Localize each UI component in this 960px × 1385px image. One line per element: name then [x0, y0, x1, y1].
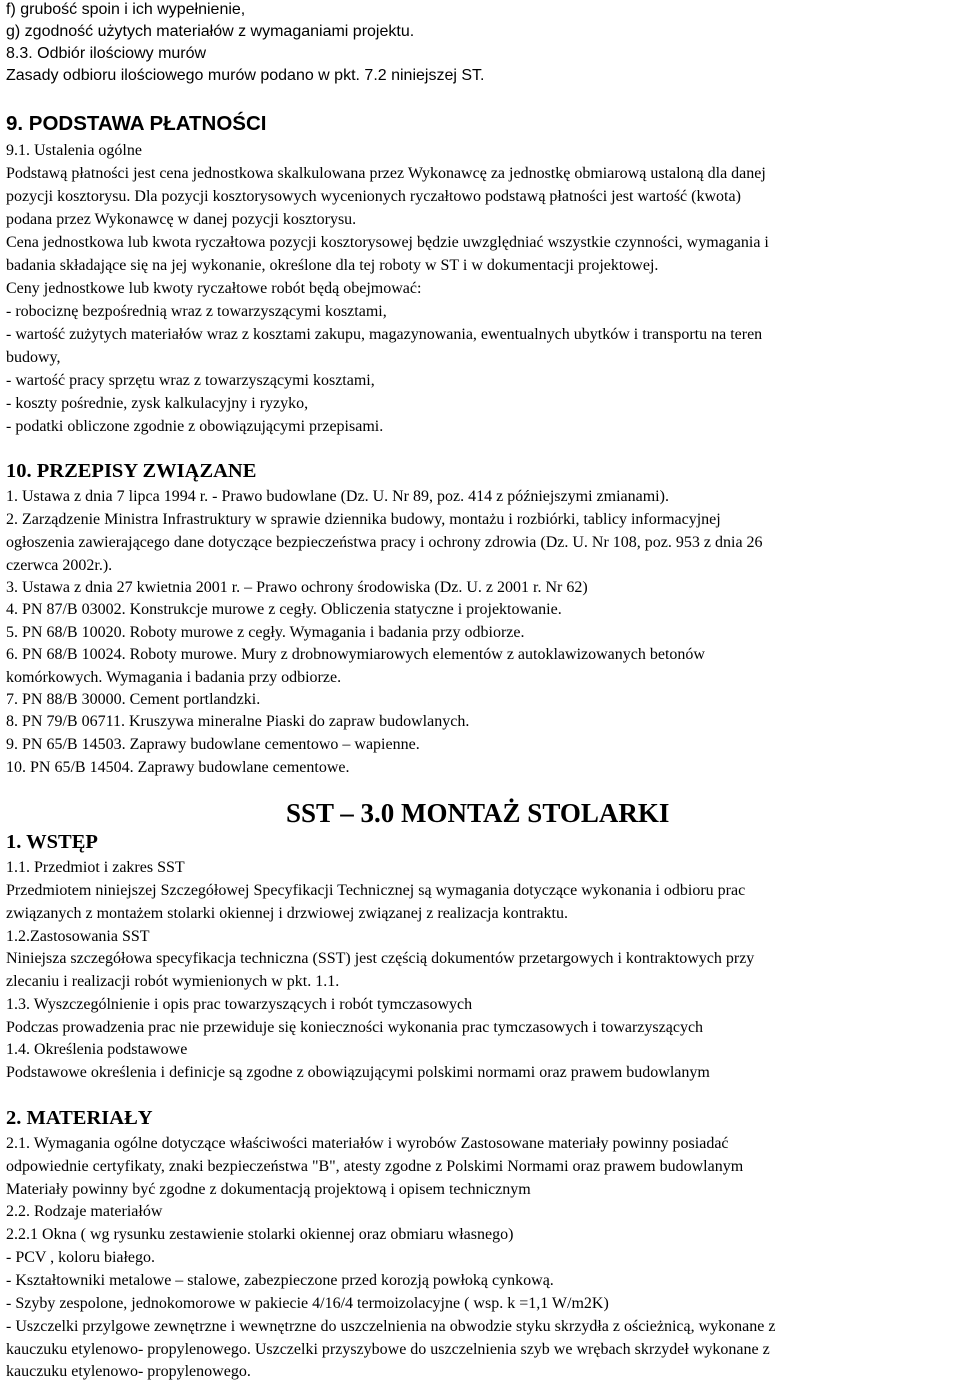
paragraph-line: 2.1. Wymagania ogólne dotyczące właściwości materiałów i wyrobów Zastosowane materiały powinny posiadać: [6, 1135, 729, 1152]
section-heading: 9. PODSTAWA PŁATNOŚCI: [6, 112, 267, 135]
paragraph-line: zlecaniu i realizacji robót wymienionych w pkt. 1.1.: [6, 973, 340, 990]
list-item: 7. PN 88/B 30000. Cement portlandzki.: [6, 691, 261, 708]
list-item: - Uszczelki przylgowe zewnętrzne i wewnętrzne do uszczelnienia na obwodzie styku skrzydła z ościeżnicą, wykonane z: [6, 1318, 776, 1335]
paragraph-line: Podstawą płatności jest cena jednostkowa skalkulowana przez Wykonawcę za jednostkę obmiarową ustaloną dla danej: [6, 165, 766, 182]
paragraph-line: odpowiednie certyfikaty, znaki bezpieczeństwa "B", atesty zgodne z Polskimi Normami oraz prawem budowlanym: [6, 1158, 744, 1175]
list-item: 3. Ustawa z dnia 27 kwietnia 2001 r. – Prawo ochrony środowiska (Dz. U. z 2001 r. Nr 62): [6, 579, 588, 596]
list-item-continuation: komórkowych. Wymagania i badania przy odbiorze.: [6, 669, 342, 686]
subsection-heading: 1.2.Zastosowania SST: [6, 928, 150, 945]
list-item: - Kształtowniki metalowe – stalowe, zabezpieczone przed korozją powłoką cynkową.: [6, 1272, 554, 1289]
subsection-heading: 1.4. Określenia podstawowe: [6, 1041, 188, 1058]
section-heading: 1. WSTĘP: [6, 831, 98, 853]
list-item: 1. Ustawa z dnia 7 lipca 1994 r. - Prawo budowlane (Dz. U. Nr 89, poz. 414 z późniejszymi zmianami).: [6, 488, 669, 505]
list-item-continuation: kauczuku etylenowo- propylenowego. Uszczelki przyszybowe do uszczelnienia szyb we wrębach skrzydeł wykonane z: [6, 1341, 770, 1358]
paragraph-line: badania składające się na jej wykonanie, określone dla tej roboty w ST i w dokumentacji projektowej.: [6, 257, 659, 274]
subsection-heading: 1.1. Przedmiot i zakres SST: [6, 859, 185, 876]
paragraph-line: Ceny jednostkowe lub kwoty ryczałtowe robót będą obejmować:: [6, 280, 422, 297]
list-item: 8. PN 79/B 06711. Kruszywa mineralne Piaski do zapraw budowlanych.: [6, 713, 470, 730]
list-item: - podatki obliczone zgodnie z obowiązującymi przepisami.: [6, 418, 384, 435]
list-item-continuation: budowy,: [6, 349, 61, 366]
document-title: SST – 3.0 MONTAŻ STOLARKI: [286, 798, 670, 828]
paragraph-line: pozycji kosztorysu. Dla pozycji kosztorysowych wycenionych ryczałtowo podstawą płatności jest wartość (kwota): [6, 188, 741, 205]
list-item: - PCV , koloru białego.: [6, 1249, 156, 1266]
list-item: - wartość pracy sprzętu wraz z towarzyszącymi kosztami,: [6, 372, 375, 389]
list-item: 9. PN 65/B 14503. Zaprawy budowlane cementowo – wapienne.: [6, 736, 420, 753]
list-item: f) grubość spoin i ich wypełnienie,: [6, 1, 246, 18]
paragraph-line: Cena jednostkowa lub kwota ryczałtowa pozycji kosztorysowej będzie uwzględniać wszystkie czynności, wymagania i: [6, 234, 769, 251]
subsection-heading: 2.2. Rodzaje materiałów: [6, 1203, 163, 1220]
paragraph-line: Podstawowe określenia i definicje są zgodne z obowiązującymi polskimi normami oraz prawem budowlanym: [6, 1064, 710, 1081]
list-item-continuation: ogłoszenia zawierającego dane dotyczące bezpieczeństwa pracy i ochrony zdrowia (Dz. U. Nr 108, poz. 953 z dnia 26: [6, 534, 763, 551]
list-item: 10. PN 65/B 14504. Zaprawy budowlane cementowe.: [6, 759, 350, 776]
list-item: 4. PN 87/B 03002. Konstrukcje murowe z cegły. Obliczenia statyczne i projektowanie.: [6, 601, 562, 618]
subsection-heading: 8.3. Odbiór ilościowy murów: [6, 45, 207, 62]
paragraph-line: Materiały powinny być zgodne z dokumentacją projektową i opisem technicznym: [6, 1181, 531, 1198]
list-item-continuation: kauczuku etylenowo- propylenowego.: [6, 1363, 251, 1380]
list-item: 5. PN 68/B 10020. Roboty murowe z cegły. Wymagania i badania przy odbiorze.: [6, 624, 525, 641]
section-heading: 10. PRZEPISY ZWIĄZANE: [6, 460, 257, 482]
subsection-heading: 9.1. Ustalenia ogólne: [6, 142, 142, 159]
paragraph-line: Niniejsza szczegółowa specyfikacja techniczna (SST) jest częścią dokumentów przetargowych i kontraktowych przy: [6, 950, 755, 967]
paragraph-line: podana przez Wykonawcę w danej pozycji kosztorysu.: [6, 211, 357, 228]
list-item: g) zgodność użytych materiałów z wymaganiami projektu.: [6, 23, 415, 40]
paragraph-line: związanych z montażem stolarki okiennej i drzwiowej związanej z realizacja kontraktu.: [6, 905, 568, 922]
paragraph-line: Przedmiotem niniejszej Szczegółowej Specyfikacji Technicznej są wymagania dotyczące wykonania i odbioru prac: [6, 882, 746, 899]
list-item: 2. Zarządzenie Ministra Infrastruktury w sprawie dziennika budowy, montażu i rozbiórki, tablicy informacyjnej: [6, 511, 721, 528]
list-item-continuation: czerwca 2002r.).: [6, 557, 113, 574]
subsection-heading: 1.3. Wyszczególnienie i opis prac towarzyszących i robót tymczasowych: [6, 996, 473, 1013]
list-item: - Szyby zespolone, jednokomorowe w pakiecie 4/16/4 termoizolacyjne ( wsp. k =1,1 W/m2K): [6, 1295, 609, 1312]
paragraph-line: Podczas prowadzenia prac nie przewiduje się konieczności wykonania prac tymczasowych i towarzyszących: [6, 1019, 704, 1036]
list-item: - koszty pośrednie, zysk kalkulacyjny i ryzyko,: [6, 395, 309, 412]
paragraph-line: Zasady odbioru ilościowego murów podano w pkt. 7.2 niniejszej ST.: [6, 67, 485, 84]
list-item: - robociznę bezpośrednią wraz z towarzyszącymi kosztami,: [6, 303, 387, 320]
section-heading: 2. MATERIAŁY: [6, 1107, 153, 1129]
list-item: - wartość zużytych materiałów wraz z kosztami zakupu, magazynowania, ewentualnych ubytków i transportu na teren: [6, 326, 763, 343]
subsection-heading: 2.2.1 Okna ( wg rysunku zestawienie stolarki okiennej oraz obmiaru własnego): [6, 1226, 514, 1243]
list-item: 6. PN 68/B 10024. Roboty murowe. Mury z drobnowymiarowych elementów z autoklawizowanych betonów: [6, 646, 705, 663]
